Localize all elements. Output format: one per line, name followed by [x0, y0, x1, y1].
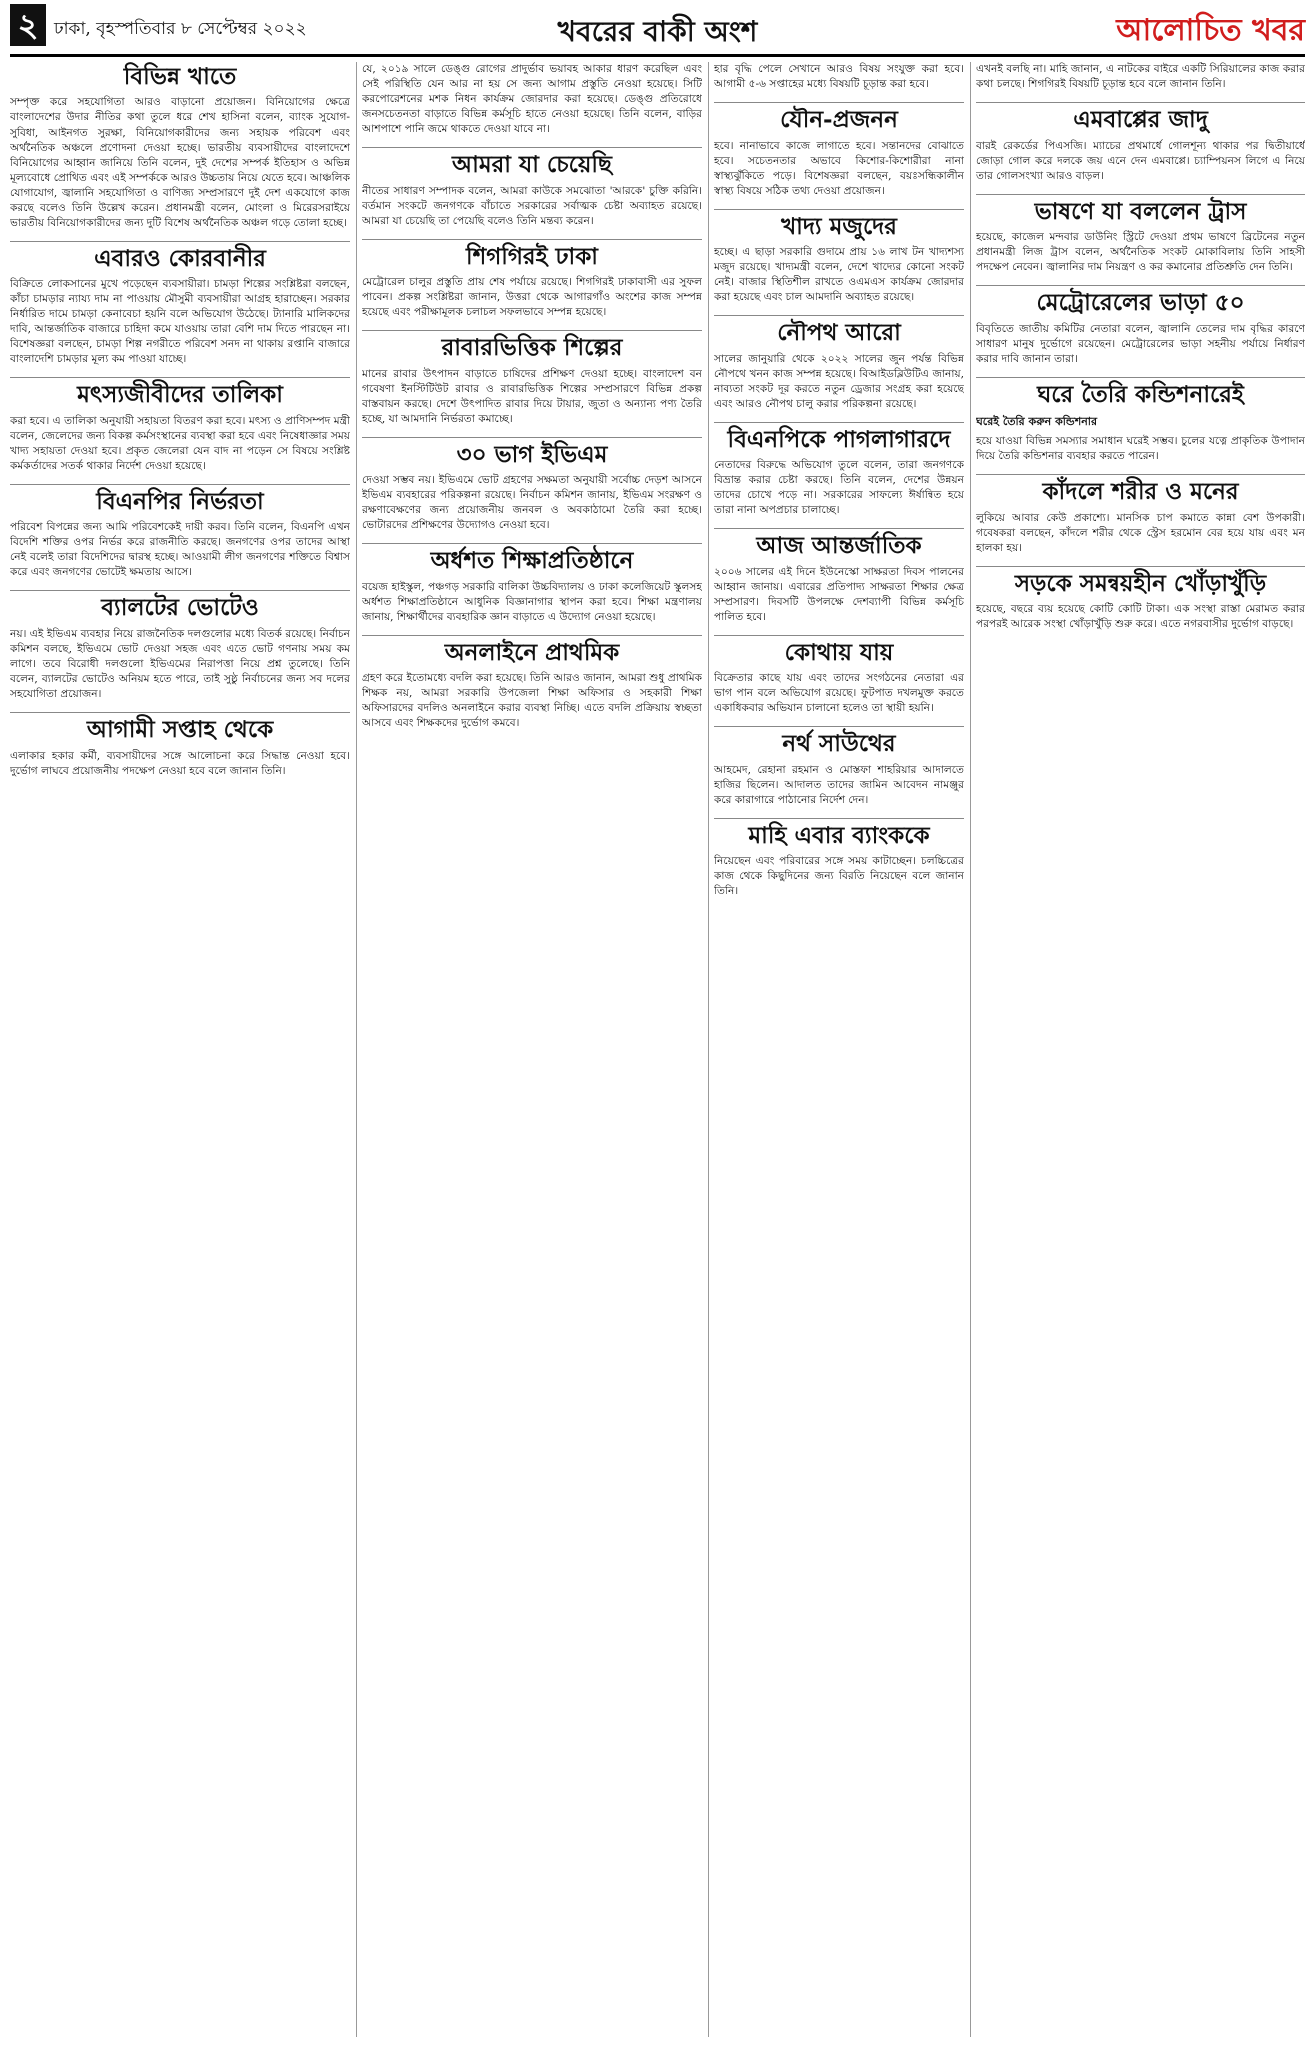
article-headline[interactable]: এবারও কোরবানীর — [10, 241, 350, 272]
article-headline[interactable]: অনলাইনে প্রাথমিক — [362, 635, 702, 666]
article-headline[interactable]: ৩০ ভাগ ইভিএম — [362, 437, 702, 468]
column-divider — [970, 62, 971, 2037]
article-headline[interactable]: ভাষণে যা বললেন ট্রাস — [976, 194, 1305, 225]
article-body: বিক্রিতে লোকসানের মুখে পড়েছেন ব্যবসায়ীরা। চামড়া শিল্পের সংশ্লিষ্টরা বলছেন, কাঁচা চামড়ার ন্যায্য দাম না পাওয়ায় মৌসুমী ব্যবসায়ীরা আগ্রহ হারাচ্ছেন। সরকার নির্ধারিত দামে চামড়া কেনাবেচা হয়নি বলে অভিযোগ উঠেছে। ট্যানারি মালিকদের দাবি, আন্তর্জাতিক বাজারে চাহিদা কমে যাওয়ায় তারা বেশি দাম দিতে পারছেন না। বিশেষজ্ঞরা বলছেন, চামড়া শিল্প নগরীতে পরিবেশ সনদ না থাকায় রপ্তানি বাজারে বাংলাদেশি চামড়ার মূল্য কম পাওয়া যাচ্ছে। — [10, 278, 350, 366]
article-body: বিক্রেতার কাছে যায় এবং তাদের সংগঠনের নেতারা এর ভাগ পান বলে অভিযোগ রয়েছে। ফুটপাত দখলমুক্ত করতে একাধিকবার অভিযান চালানো হলেও তা স্থায়ী হয়নি। — [714, 672, 964, 715]
article-body: আহমেদ, রেহানা রহমান ও মোস্তফা শাহরিয়ার আদালতে হাজির ছিলেন। আদালত তাদের জামিন আবেদন নামঞ্জুর করে কারাগারে পাঠানোর নির্দেশ দেন। — [714, 763, 964, 806]
page-number: ২ — [10, 4, 46, 46]
article-headline[interactable]: নর্থ সাউথের — [714, 726, 964, 757]
column-divider — [708, 62, 709, 2037]
article-headline[interactable]: রাবারভিত্তিক শিল্পের — [362, 330, 702, 361]
article-headline[interactable]: আগামী সপ্তাহ থেকে — [10, 712, 350, 743]
article-body: করা হবে। এ তালিকা অনুযায়ী সহায়তা বিতরণ করা হবে। মৎস্য ও প্রাণিসম্পদ মন্ত্রী বলেন, জেলেদের জন্য বিকল্প কর্মসংস্থানের ব্যবস্থা করা হবে এবং নিষেধাজ্ঞার সময় খাদ্য সহায়তা দেওয়া হবে। প্রকৃত জেলেরা যেন বাদ না পড়েন সে বিষয়ে সংশ্লিষ্ট কর্মকর্তাদের সতর্ক থাকার নির্দেশ দেওয়া হয়েছে। — [10, 414, 350, 472]
article-body: এখনই বলছি না। মাহি জানান, এ নাটকের বাইরে একটি সিরিয়ালের কাজ করার কথা চলছে। শিগগিরই বিষয়টি চূড়ান্ত হবে বলে জানান তিনি। — [976, 63, 1305, 91]
article-body: গ্রহণ করে ইতোমধ্যে বদলি করা হয়েছে। তিনি আরও জানান, আমরা শুধু প্রাথমিক শিক্ষক নয়, আমরা সরকারি উপজেলা শিক্ষা অফিসার ও সহকারী শিক্ষা অফিসারদের বদলিও অনলাইনে করার ব্যবস্থা নিচ্ছি। এতে বদলি প্রক্রিয়ায় স্বচ্ছতা আসবে এবং শিক্ষকদের দুর্ভোগ কমবে। — [362, 672, 702, 730]
dateline: ঢাকা, বৃহস্পতিবার ৮ সেপ্টেম্বর ২০২২ — [54, 19, 307, 39]
article — [976, 377, 1305, 465]
article-body: হয়েছে, বছরে ব্যয় হয়েছে কোটি কোটি টাকা। এক সংস্থা রাস্তা মেরামত করার পরপরই আরেক সংস্থা খোঁড়াখুঁড়ি শুরু করে। এতে নগরবাসীর দুর্ভোগ বাড়ছে। — [976, 603, 1305, 631]
article-headline[interactable]: বিএনপির নির্ভরতা — [10, 484, 350, 515]
article — [362, 147, 702, 229]
article-body: নেতাদের বিরুদ্ধে অভিযোগ তুলে বলেন, তারা জনগণকে বিভ্রান্ত করার চেষ্টা করছে। তিনি বলেন, দেশের উন্নয়ন তাদের চোখে পড়ে না। সরকারের সাফল্যে ঈর্ষান্বিত হয়ে তারা নানা অপপ্রচার চালাচ্ছে। — [714, 459, 964, 517]
column-2 — [362, 62, 702, 2037]
article-headline[interactable]: মেট্রোরেলের ভাড়া ৫০ — [976, 285, 1305, 316]
article — [976, 62, 1305, 92]
article-headline[interactable]: অর্ধশত শিক্ষাপ্রতিষ্ঠানে — [362, 543, 702, 574]
article-body: বয়েজ হাইস্কুল, পঞ্চগড় সরকারি বালিকা উচ্চবিদ্যালয় ও ঢাকা কলেজিয়েট স্কুলসহ অর্ধশত শিক্ষাপ্রতিষ্ঠানে আধুনিক বিজ্ঞানাগার স্থাপন করা হবে। শিক্ষা মন্ত্রণালয় জানায়, শিক্ষার্থীদের ব্যবহারিক জ্ঞান বাড়াতে এ উদ্যোগ নেওয়া হয়েছে। — [362, 580, 702, 623]
article-body: নীতের সাধারণ সম্পাদক বলেন, আমরা কাউকে সমঝোতা 'আরকে' চুক্তি করিনি। বর্তমান সংকটে জনগণকে বাঁচাতে সরকারের সর্বাত্মক চেষ্টা অব্যাহত রয়েছে। আমরা যা চেয়েছি তা পেয়েছি বলেও তিনি মন্তব্য করেন। — [362, 184, 702, 227]
section-title: খবরের বাকী অংশ — [557, 15, 758, 48]
article-headline[interactable]: খাদ্য মজুদের — [714, 209, 964, 240]
article — [714, 528, 964, 625]
article-headline[interactable]: ঘরে তৈরি কন্ডিশনারেই — [976, 377, 1305, 408]
article-headline[interactable]: বিএনপিকে পাগলাগারদে — [714, 422, 964, 453]
article-body: হার বৃদ্ধি পেলে সেখানে আরও বিষয় সংযুক্ত করা হবে। আগামী ৫-৬ সপ্তাহের মধ্যে বিষয়টি চূড়ান্ত করা হবে। — [714, 63, 964, 91]
article — [714, 818, 964, 900]
article — [976, 194, 1305, 276]
article-body: বিবৃতিতে জাতীয় কমিটির নেতারা বলেন, জ্বালানি তেলের দাম বৃদ্ধির কারণে সাধারণ মানুষ দুর্ভোগে রয়েছেন। মেট্রোরেলের ভাড়া সহনীয় পর্যায়ে নির্ধারণ করার দাবি জানান তারা। — [976, 322, 1305, 365]
article — [362, 330, 702, 427]
article — [10, 241, 350, 368]
masthead — [10, 4, 1305, 57]
article-headline[interactable]: আমরা যা চেয়েছি — [362, 147, 702, 178]
article-headline[interactable]: কাঁদলে শরীর ও মনের — [976, 474, 1305, 505]
article-body: হচ্ছে। এ ছাড়া সরকারি গুদামে প্রায় ১৬ লাখ টন খাদ্যশস্য মজুদ রয়েছে। খাদ্যমন্ত্রী বলেন, দেশে খাদ্যের কোনো সংকট নেই। বাজার স্থিতিশীল রাখতে ওএমএস কার্যক্রম জোরদার করা হয়েছে এবং চাল আমদানি অব্যাহত রয়েছে। — [714, 246, 964, 304]
article — [714, 635, 964, 717]
article-subhead: ঘরেই তৈরি করুন কন্ডিশনার — [976, 415, 1098, 429]
article — [976, 474, 1305, 556]
article-body: হয়েছে, কাজেল মন্দবার ডাউনিং স্ট্রিটে দেওয়া প্রথম ভাষণে ব্রিটেনের নতুন প্রধানমন্ত্রী লিজ ট্রাস বলেন, অর্থনৈতিক সংকট মোকাবিলায় তিনি সাহসী পদক্ষেপ নেবেন। জ্বালানির দাম নিয়ন্ত্রণ ও কর কমানোর প্রতিশ্রুতি দেন তিনি। — [976, 231, 1305, 274]
article-body: হয়ে যাওয়া বিভিন্ন সমস্যার সমাধান ঘরেই সম্ভব। চুলের যত্নে প্রাকৃতিক উপাদান দিয়ে তৈরি কন্ডিশনার ব্যবহার করতে পারেন। — [976, 435, 1305, 463]
article-headline[interactable]: আজ আন্তর্জাতিক — [714, 528, 964, 559]
article-body: বারই রেকর্ডের পিএসজি। ম্যাচের প্রথমার্ধে গোলশূন্য থাকার পর দ্বিতীয়ার্ধে জোড়া গোল করে দলকে জয় এনে দেন এমবাপ্পে। চ্যাম্পিয়নস লিগে এ নিয়ে তার গোলসংখ্যা আরও বাড়ল। — [976, 139, 1305, 182]
article-body: লুকিয়ে আবার কেউ প্রকাশ্যে। মানসিক চাপ কমাতে কান্না বেশ উপকারী। গবেষকরা বলছেন, কাঁদলে শরীর থেকে স্ট্রেস হরমোন বের হয়ে যায় এবং মন হালকা হয়। — [976, 511, 1305, 554]
article — [362, 239, 702, 321]
article — [10, 712, 350, 779]
column-divider — [356, 62, 357, 2037]
column-1 — [10, 62, 350, 2037]
article-body: নিয়েছেন এবং পরিবারের সঙ্গে সময় কাটাচ্ছেন। চলচ্চিত্রের কাজ থেকে কিছুদিনের জন্য বিরতি নিয়েছেন বলে জানান তিনি। — [714, 855, 964, 898]
newspaper-logo: আলোচিত খবর — [1116, 13, 1305, 48]
article — [976, 102, 1305, 184]
article-body: দেওয়া সম্ভব নয়। ইভিএমে ভোট গ্রহণের সক্ষমতা অনুযায়ী সর্বোচ্চ দেড়শ আসনে ইভিএম ব্যবহারের পরিকল্পনা রয়েছে। নির্বাচন কমিশন জানায়, ইভিএম সংরক্ষণ ও রক্ষণাবেক্ষণের জন্য প্রয়োজনীয় জনবল ও অবকাঠামো তৈরি করা হচ্ছে। ভোটারদের প্রশিক্ষণের উদ্যোগও নেওয়া হবে। — [362, 474, 702, 532]
article — [714, 315, 964, 412]
article-headline[interactable]: ব্যালটের ভোটেও — [10, 590, 350, 621]
article-body: পরিবেশ বিপন্নের জন্য আমি পরিবেশকেই দায়ী করব। তিনি বলেন, বিএনপি এখন বিদেশি শক্তির ওপর নির্ভর করে রাজনীতি করছে। জনগণের ওপর তাদের আস্থা নেই বলেই তারা বিদেশিদের দ্বারস্থ হচ্ছে। আওয়ামী লীগ জনগণের শক্তিতে বিশ্বাস করে এবং জনগণের ভোটেই ক্ষমতায় আসে। — [10, 521, 350, 579]
article — [362, 437, 702, 534]
article — [362, 543, 702, 625]
article-headline[interactable]: শিগগিরই ঢাকা — [362, 239, 702, 270]
article-headline[interactable]: নৌপথ আরো — [714, 315, 964, 346]
article — [10, 64, 350, 231]
article — [714, 209, 964, 306]
article-body: সালের জানুয়ারি থেকে ২০২২ সালের জুন পর্যন্ত বিভিন্ন নৌপথে খনন কাজ সম্পন্ন হয়েছে। বিআইডব্লিউটিএ জানায়, নাব্যতা সংকট দূর করতে নতুন ড্রেজার সংগ্রহ করা হয়েছে এবং আরও নৌপথ চালু করার পরিকল্পনা রয়েছে। — [714, 352, 964, 410]
article-headline[interactable]: সড়কে সমন্বয়হীন খোঁড়াখুঁড়ি — [976, 566, 1305, 597]
article — [10, 377, 350, 474]
article-body: সম্পৃক্ত করে সহযোগিতা আরও বাড়ানো প্রয়োজন। বিনিয়োগের ক্ষেত্রে বাংলাদেশের উদার নীতির কথা তুলে ধরে শেখ হাসিনা বলেন, ব্যাংক সুযোগ-সুবিধা, আইনগত সুরক্ষা, বিনিয়োগকারীদের জন্য সহায়ক পরিবেশ এবং অর্থনৈতিক অঞ্চলে প্রণোদনা দেওয়া হচ্ছে। ভারতীয় ব্যবসায়ীদের বাংলাদেশে বিনিয়োগের আহ্বান জানিয়ে তিনি বলেন, দুই দেশের সম্পর্ক ইতিহাস ও অভিন্ন মূল্যবোধে প্রোথিত এবং এই সম্পর্ককে আরও উচ্চতায় নিয়ে যেতে হবে। আঞ্চলিক যোগাযোগ, জ্বালানি সহযোগিতা ও বাণিজ্য সম্প্রসারণে দুই দেশ একযোগে কাজ করছে বলেও তিনি উল্লেখ করেন। প্রধানমন্ত্রী বলেন, মোংলা ও মিরেরসরাইয়ে ভারতীয় বিনিয়োগকারীদের জন্য দুটি বিশেষ অর্থনৈতিক অঞ্চল গড়ে তোলা হচ্ছে। — [10, 96, 350, 229]
article — [976, 566, 1305, 633]
article — [714, 102, 964, 199]
article-headline[interactable]: মৎস্যজীবীদের তালিকা — [10, 377, 350, 408]
article — [714, 422, 964, 519]
article — [976, 285, 1305, 367]
article — [362, 62, 702, 137]
article-body: মানের রাবার উৎপাদন বাড়াতে চাষিদের প্রশিক্ষণ দেওয়া হচ্ছে। বাংলাদেশ বন গবেষণা ইনস্টিটিউট রাবার ও রাবারভিত্তিক শিল্পের সম্প্রসারণে বিভিন্ন প্রকল্প বাস্তবায়ন করছে। দেশে উৎপাদিত রাবার দিয়ে টায়ার, জুতা ও অন্যান্য পণ্য তৈরি হচ্ছে, যা আমদানি নির্ভরতা কমাচ্ছে। — [362, 367, 702, 425]
article-headline[interactable]: যৌন-প্রজনন — [714, 102, 964, 133]
article — [10, 590, 350, 702]
columns-area — [10, 62, 1305, 2037]
article — [714, 62, 964, 92]
article-body: মেট্রোরেল চালুর প্রস্তুতি প্রায় শেষ পর্যায়ে রয়েছে। শিগগিরই ঢাকাবাসী এর সুফল পাবেন। প্রকল্প সংশ্লিষ্টরা জানান, উত্তরা থেকে আগারগাঁও অংশের কাজ সম্পন্ন হয়েছে এবং পরীক্ষামূলক চলাচল সফলভাবে সম্পন্ন হয়েছে। — [362, 276, 702, 319]
article-body: যে, ২০১৯ সালে ডেঙ্গু রোগের প্রাদুর্ভাব ভয়াবহ আকার ধারণ করেছিল এবং সেই পরিস্থিতি যেন আর না হয় সে জন্য আগাম প্রস্তুতি নেওয়া হয়েছে। সিটি করপোরেশনের মশক নিধন কার্যক্রম জোরদার করা হয়েছে। ডেঙ্গু প্রতিরোধে জনসচেতনতা বাড়াতে বিভিন্ন কর্মসূচি হাতে নেওয়া হয়েছে। তিনি বলেন, বাড়ির আশপাশে পানি জমে থাকতে দেওয়া যাবে না। — [362, 63, 702, 136]
article-body: ২০০৬ সালের এই দিনে ইউনেস্কো সাক্ষরতা দিবস পালনের আহ্বান জানায়। এবারের প্রতিপাদ্য সাক্ষরতা শিক্ষার ক্ষেত্র সম্প্রসারণ। দিবসটি উপলক্ষে দেশব্যাপী বিভিন্ন কর্মসূচি পালিত হবে। — [714, 565, 964, 623]
article — [714, 726, 964, 808]
article — [362, 635, 702, 732]
column-3 — [714, 62, 964, 2037]
article-headline[interactable]: মাহি এবার ব্যাংককে — [714, 818, 964, 849]
article-headline[interactable]: এমবাপ্পের জাদু — [976, 102, 1305, 133]
article-body: নয়। এই ইভিএম ব্যবহার নিয়ে রাজনৈতিক দলগুলোর মধ্যে বিতর্ক রয়েছে। নির্বাচন কমিশন বলছে, ইভিএমে ভোট দেওয়া সহজ এবং এতে ভোট গণনায় সময় কম লাগে। তবে বিরোধী দলগুলো ইভিএমের নিরাপত্তা নিয়ে প্রশ্ন তুলেছে। তিনি বলেন, ব্যালটের ভোটেও অনিয়ম হতে পারে, তাই সুষ্ঠু নির্বাচনের জন্য সব দলের সহযোগিতা প্রয়োজন। — [10, 627, 350, 701]
article — [10, 484, 350, 581]
article-body: হবে। নানাভাবে কাজে লাগাতে হবে। সন্তানদের বোঝাতে হবে। সচেতনতার অভাবে কিশোর-কিশোরীরা নানা স্বাস্থ্যঝুঁকিতে পড়ে। বিশেষজ্ঞরা বলছেন, বয়ঃসন্ধিকালীন স্বাস্থ্য বিষয়ে সঠিক তথ্য দেওয়া প্রয়োজন। — [714, 139, 964, 197]
column-4 — [976, 62, 1305, 2037]
article-body: এলাকার হকার কর্মী, ব্যবসায়ীদের সঙ্গে আলোচনা করে সিদ্ধান্ত নেওয়া হবে। দুর্ভোগ লাঘবে প্রয়োজনীয় পদক্ষেপ নেওয়া হবে বলে জানান তিনি। — [10, 749, 350, 777]
article-headline[interactable]: কোথায় যায় — [714, 635, 964, 666]
article-headline[interactable]: বিভিন্ন খাতে — [123, 63, 237, 90]
